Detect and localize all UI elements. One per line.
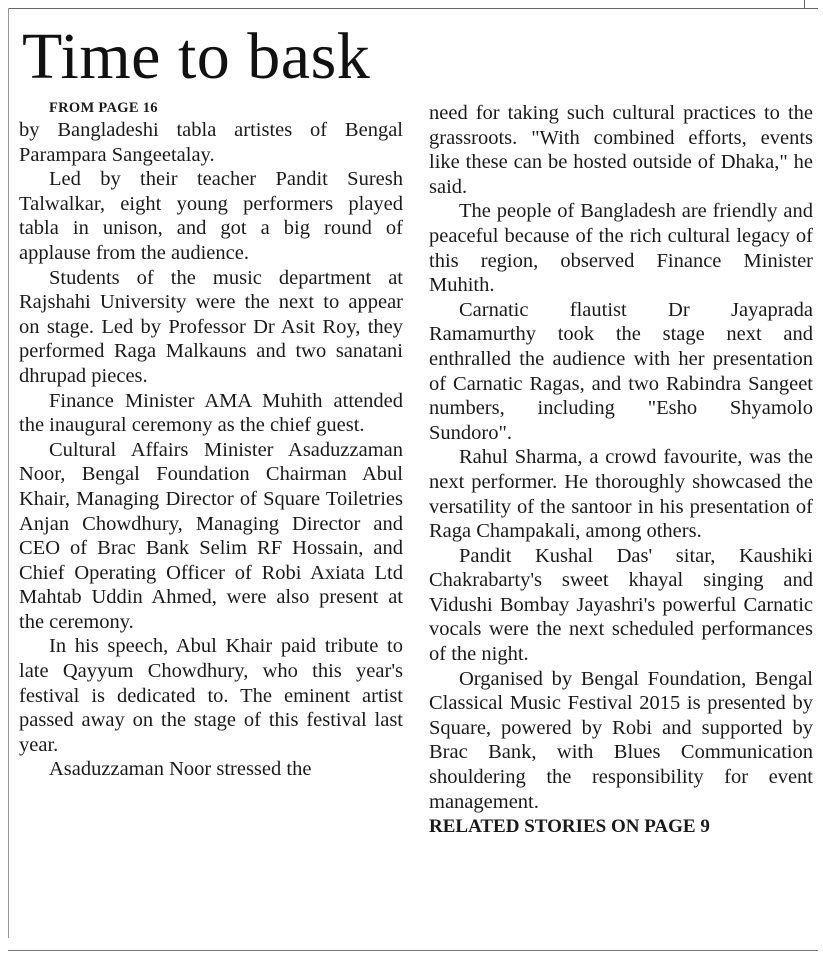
top-tick-rule <box>804 0 805 9</box>
left-column-rule <box>8 8 9 938</box>
paragraph: The people of Bangladesh are friendly and peaceful because of the rich cultural legacy of this region, observed Finance Minister Muhith. <box>429 200 813 297</box>
paragraph: Organised by Bengal Foundation, Bengal Classical Music Festival 2015 is presented by Square, powered by Robi and supported by Brac Bank, with Blues Communication shouldering the responsibility for event management. <box>429 667 813 813</box>
paragraph: need for taking such cultural practices to the grassroots. "With combined efforts, events like these can be hosted outside of Dhaka," he said. <box>429 102 813 198</box>
paragraph: Students of the music department at Rajshahi University were the next to appear on stage. Led by Professor Dr Asit Roy, they performed Raga Malkauns and two sanatani dhrupad pieces. <box>19 266 403 387</box>
paragraph: Led by their teacher Pandit Suresh Talwalkar, eight young performers played tabla in unison, and got a big round of applause from the audience. <box>19 168 403 264</box>
paragraph: by Bangladeshi tabla artistes of Bengal Parampara Sangeetalay. <box>19 119 403 166</box>
left-column <box>19 98 403 782</box>
related-stories: RELATED STORIES ON PAGE 9 <box>429 816 710 838</box>
bottom-rule <box>8 950 818 951</box>
paragraph: Asaduzzaman Noor stressed the <box>49 758 312 781</box>
paragraph: Finance Minister AMA Muhith attended the inaugural ceremony as the chief guest. <box>19 389 403 437</box>
paragraph: Cultural Affairs Minister Asaduzzaman Noor, Bengal Foundation Chairman Abul Khair, Managing Director of Square Toiletries Anjan Chowdhury, Managing Director and CEO of Brac Bank Selim RF Hossain, and Chief Operating Officer of Robi Axiata Ltd Mahtab Uddin Ahmed, were also present at the ceremony. <box>19 438 403 633</box>
right-column <box>429 101 813 840</box>
paragraph: Rahul Sharma, a crowd favourite, was the next performer. He thoroughly showcased the versatility of the santoor in his presentation of Raga Champakali, among others. <box>429 446 813 543</box>
headline: Time to bask <box>22 20 371 93</box>
top-rule <box>8 8 818 9</box>
paragraph: In his speech, Abul Khair paid tribute to late Qayyum Chowdhury, who this year's festival is dedicated to. The eminent artist passed away on the stage of this festival last year. <box>19 635 403 756</box>
paragraph: Pandit Kushal Das' sitar, Kaushiki Chakrabarty's sweet khayal singing and Vidushi Bombay Jayashri's powerful Carnatic vocals were the next scheduled performances of the night. <box>429 544 813 666</box>
paragraph: Carnatic flautist Dr Jayaprada Ramamurthy took the stage next and enthralled the audience with her presentation of Carnatic Ragas, and two Rabindra Sangeet numbers, including "Esho Shyamolo Sundoro". <box>429 298 813 444</box>
kicker: FROM PAGE 16 <box>49 100 158 116</box>
